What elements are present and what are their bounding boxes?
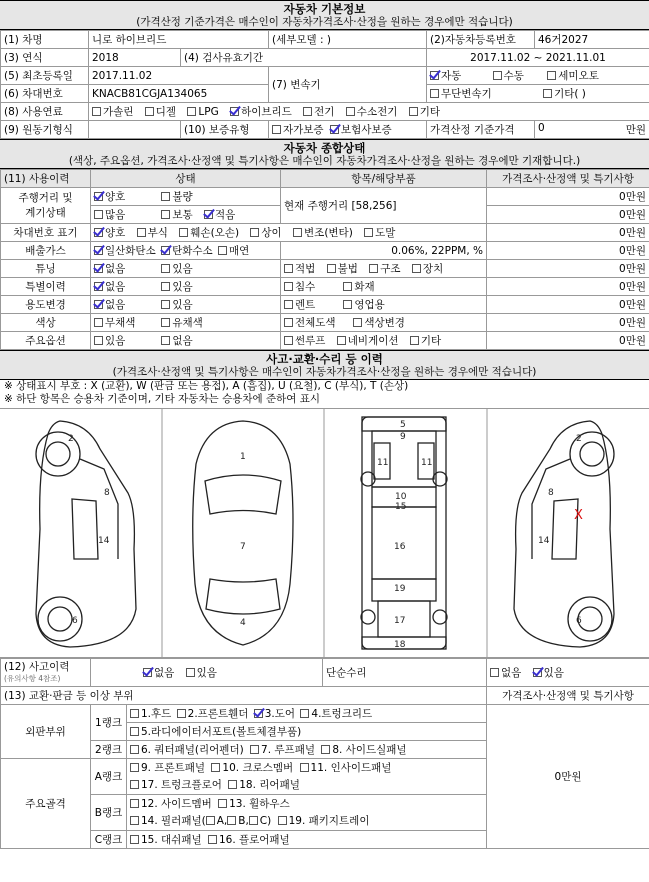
simple-none-label: 없음	[501, 667, 522, 679]
diag-label-8-right: 8	[548, 488, 554, 498]
price-unit: 만원	[625, 124, 646, 136]
car-diagram-svg	[0, 409, 649, 659]
usage-rent-label: 렌트	[295, 299, 316, 311]
car-diagram	[0, 408, 649, 658]
history-none-checkbox[interactable]	[143, 668, 152, 677]
color-fullpaint-label: 전체도색	[295, 317, 336, 329]
diag-label-6-right: 6	[576, 616, 582, 626]
overall-table	[0, 169, 649, 350]
usage-items	[281, 296, 487, 314]
vin-mark-altered-label: 변조(변타)	[304, 227, 353, 239]
rankA-items	[127, 759, 487, 795]
mileage-state-row2	[91, 206, 281, 224]
inspect-value: 2017.11.02 ~ 2021.11.01	[427, 49, 649, 67]
engine-value	[89, 121, 181, 139]
accident-subtitle: (가격조사·산정액 및 특기사항은 매수인이 자동차가격조사·산정을 원하는 경우에만 적습니다)	[112, 366, 537, 378]
mileage-bad-label: 불량	[172, 191, 193, 203]
part-quarter-label: 6. 쿼터패널(리어펜더)	[141, 744, 244, 756]
h-price: 가격조사·산정액 및 특기사항	[487, 170, 649, 188]
part-wheelhouse-label: 13. 휠하우스	[229, 797, 290, 810]
warranty-label: (10) 보증유형	[181, 121, 269, 139]
fuel-hydrogen-checkbox[interactable]	[346, 107, 355, 116]
engine-label: (9) 원동기형식	[1, 121, 89, 139]
usage-state	[91, 296, 281, 314]
trans-semi-label: 세미오토	[558, 70, 599, 82]
reg-no-label: (2)자동차등록번호	[427, 31, 535, 49]
tuning-state	[91, 260, 281, 278]
usage-label: 용도변경	[1, 296, 91, 314]
part-fender-checkbox[interactable]	[177, 709, 186, 718]
warranty-insurer-label: 보험사보증	[340, 124, 392, 136]
price-cell-3: 0만원	[487, 224, 649, 242]
rank1-items-b	[127, 723, 487, 741]
usage-none-label: 없음	[105, 299, 126, 311]
history-cell	[1, 659, 91, 687]
vin-mark-painted-checkbox[interactable]	[364, 228, 373, 237]
emission-co-label: 일산화탄소	[105, 245, 156, 257]
accident-title: 사고·교환·수리 등 이력	[266, 352, 383, 366]
tuning-illegal-checkbox[interactable]	[327, 264, 336, 273]
rankA-label: A랭크	[91, 759, 127, 795]
part-floorpanel-label: 16. 플로어패널	[218, 834, 290, 846]
tuning-legal-checkbox[interactable]	[284, 264, 293, 273]
part-rearpanel-checkbox[interactable]	[228, 780, 237, 789]
year-label: (3) 연식	[1, 49, 89, 67]
options-other-label: 기타	[420, 335, 442, 347]
usage-business-label: 영업용	[354, 299, 385, 311]
mileage-label: 주행거리 및 계기상태	[1, 188, 91, 224]
tuning-device-label: 장치	[422, 263, 444, 275]
fuel-diesel-label: 디젤	[155, 106, 177, 118]
part-crossmember-checkbox[interactable]	[211, 763, 220, 772]
options-navi-label: 네비게이션	[347, 335, 399, 347]
overall-title: 자동차 종합상태	[283, 141, 366, 155]
tuning-yes-checkbox[interactable]	[161, 264, 170, 273]
color-achromatic-checkbox[interactable]	[94, 318, 103, 327]
emission-hc-label: 탄화수소	[172, 245, 213, 257]
diag-label-9: 9	[400, 432, 406, 442]
history-none-label: 없음	[154, 667, 175, 679]
special-yes-checkbox[interactable]	[161, 282, 170, 291]
part-frontpanel-label: 9. 프론트패널	[141, 761, 206, 774]
part-dashpanel-checkbox[interactable]	[130, 835, 139, 844]
options-state	[91, 332, 281, 350]
mileage-good-label: 양호	[105, 191, 126, 203]
part-quarter-checkbox[interactable]	[130, 745, 139, 754]
vin-value: KNACB81CGJA134065	[89, 85, 269, 103]
damage-mark-x: X	[574, 508, 583, 523]
usage-business-checkbox[interactable]	[343, 300, 352, 309]
tuning-none-checkbox[interactable]	[94, 264, 103, 273]
fuel-hybrid-checkbox[interactable]	[230, 107, 239, 116]
warranty-self-label: 자가보증	[283, 124, 324, 136]
options-none-label: 없음	[172, 335, 193, 347]
part-pillar-checkbox[interactable]	[130, 816, 139, 825]
part-radiator-checkbox[interactable]	[130, 727, 139, 736]
vin-mark-damaged-checkbox[interactable]	[179, 228, 188, 237]
main-frame-label: 주요골격	[1, 759, 91, 849]
history-label: (12) 사고이력	[4, 660, 70, 673]
h-state: 상태	[91, 170, 281, 188]
pillar-a-label: A,	[216, 814, 228, 827]
special-flood-checkbox[interactable]	[284, 282, 293, 291]
replace-price-label: 가격조사·산정액 및 특기사항	[487, 687, 649, 705]
fuel-label: (8) 사용연료	[1, 103, 89, 121]
pillar-b-checkbox[interactable]	[227, 816, 236, 825]
overall-subtitle: (색상, 주요옵션, 가격조사·산정액 및 특기사항은 매수인이 자동차가격조사·산정을 원하는 경우에만 기재합니다.)	[68, 155, 581, 167]
special-none-label: 없음	[105, 281, 126, 293]
part-trunkfloor-label: 17. 트렁크플로어	[141, 778, 222, 791]
detail-model: (세부모델 : )	[269, 31, 427, 49]
mileage-low-label: 적음	[214, 209, 236, 221]
warranty-self-checkbox[interactable]	[272, 125, 281, 134]
color-chromatic-checkbox[interactable]	[161, 318, 170, 327]
pillar-a-checkbox[interactable]	[206, 816, 215, 825]
mileage-state-row1	[91, 188, 281, 206]
fuel-lpg-checkbox[interactable]	[187, 107, 196, 116]
options-items	[281, 332, 487, 350]
fuel-other-label: 기타	[419, 106, 441, 118]
part-sidesill-label: 8. 사이드실패널	[332, 744, 407, 756]
diag-label-11-right: 11	[421, 458, 433, 468]
h-item: 항목/해당부품	[281, 170, 487, 188]
part-fender-label: 2.프론트휀더	[187, 708, 249, 720]
vin-mark-diff-checkbox[interactable]	[250, 228, 259, 237]
vin-mark-rust-checkbox[interactable]	[137, 228, 146, 237]
trans-manual-checkbox[interactable]	[493, 71, 502, 80]
price-cell-6: 0만원	[487, 278, 649, 296]
tuning-device-checkbox[interactable]	[412, 264, 421, 273]
diag-label-16: 16	[394, 542, 406, 552]
history-options	[91, 659, 323, 687]
vin-mark-altered-checkbox[interactable]	[293, 228, 302, 237]
part-hood-label: 1.후드	[141, 708, 172, 720]
price-cell-9: 0만원	[487, 332, 649, 350]
vin-mark-good-label: 양호	[105, 227, 126, 239]
reg-no-value: 46거2027	[535, 31, 649, 49]
price-cell-2: 0만원	[487, 206, 649, 224]
accident-table	[0, 658, 649, 849]
first-reg-label: (5) 최초등록일	[1, 67, 89, 85]
usage-yes-label: 있음	[172, 299, 193, 311]
car-name-value: 니로 하이브리드	[89, 31, 269, 49]
basic-info-header	[0, 0, 649, 30]
vin-mark-painted-label: 도말	[375, 227, 396, 239]
replace-label: (13) 교환·판금 등 이상 부위	[1, 687, 487, 705]
special-state	[91, 278, 281, 296]
part-pillar-label: 14. 필러패널(	[141, 814, 206, 827]
fuel-gasoline-label: 가솔린	[103, 106, 134, 118]
mileage-high-label: 많음	[105, 209, 126, 221]
tuning-structure-label: 구조	[380, 263, 401, 275]
history-sub: (유의사항 4참조)	[4, 673, 61, 683]
diag-label-7: 7	[240, 542, 246, 552]
car-name-label: (1) 차명	[1, 31, 89, 49]
inspect-label: (4) 검사유효기간	[181, 49, 427, 67]
tuning-structure-checkbox[interactable]	[369, 264, 378, 273]
part-sidemember-checkbox[interactable]	[130, 799, 139, 808]
part-sidemember-label: 12. 사이드멤버	[141, 797, 212, 810]
vin-mark-options	[91, 224, 487, 242]
part-wheelhouse-checkbox[interactable]	[218, 799, 227, 808]
emission-co-checkbox[interactable]	[94, 246, 103, 255]
part-crossmember-label: 10. 크로스멤버	[222, 761, 294, 774]
price-cell	[535, 121, 649, 139]
rank1-items-a	[127, 705, 487, 723]
price-cell-5: 0만원	[487, 260, 649, 278]
options-other-checkbox[interactable]	[410, 336, 419, 345]
replace-price: 0만원	[487, 705, 649, 849]
color-achromatic-label: 무채색	[105, 317, 136, 329]
options-yes-checkbox[interactable]	[94, 336, 103, 345]
usage-rent-checkbox[interactable]	[284, 300, 293, 309]
part-dashpanel-label: 15. 대쉬패널	[141, 834, 202, 846]
simple-repair-options	[487, 659, 649, 687]
emission-options	[91, 242, 281, 260]
basic-info-table	[0, 30, 649, 139]
mileage-bad-checkbox[interactable]	[161, 192, 170, 201]
part-trunklid-label: 4.트렁크리드	[311, 708, 373, 720]
vin-mark-label: 차대번호 표기	[1, 224, 91, 242]
diag-label-5: 5	[400, 420, 406, 430]
part-rearpanel-label: 18. 리어패널	[239, 778, 300, 791]
simple-none-checkbox[interactable]	[490, 668, 499, 677]
h-use: (11) 사용이력	[1, 170, 91, 188]
emission-smoke-checkbox[interactable]	[218, 246, 227, 255]
emission-smoke-label: 매연	[228, 245, 250, 257]
diag-label-2-left: 2	[68, 434, 74, 444]
special-none-checkbox[interactable]	[94, 282, 103, 291]
options-yes-label: 있음	[105, 335, 126, 347]
basic-info-title: 자동차 기본정보	[283, 2, 366, 16]
diag-label-1: 1	[240, 452, 246, 462]
part-frontpanel-checkbox[interactable]	[130, 763, 139, 772]
history-yes-label: 있음	[196, 667, 217, 679]
special-fire-label: 화재	[354, 281, 375, 293]
special-flood-label: 침수	[295, 281, 316, 293]
trans-options-row2	[427, 85, 649, 103]
diag-label-8-left: 8	[104, 488, 110, 498]
trans-cvt-checkbox[interactable]	[430, 89, 439, 98]
diag-label-17: 17	[394, 616, 406, 626]
diag-label-15: 15	[395, 502, 407, 512]
diag-label-14-right: 14	[538, 536, 550, 546]
options-sunroof-label: 썬루프	[295, 335, 326, 347]
warranty-options	[269, 121, 427, 139]
part-insidepanel-label: 11. 인사이드패널	[310, 761, 392, 774]
mileage-low-checkbox[interactable]	[204, 210, 213, 219]
trans-auto-label: 자동	[441, 70, 462, 82]
tuning-yes-label: 있음	[172, 263, 193, 275]
part-trunkfloor-checkbox[interactable]	[130, 780, 139, 789]
price-cell-1: 0만원	[487, 188, 649, 206]
part-hood-checkbox[interactable]	[130, 709, 139, 718]
price-cell-4: 0만원	[487, 242, 649, 260]
first-reg-value: 2017.11.02	[89, 67, 269, 85]
options-label: 주요옵션	[1, 332, 91, 350]
usage-yes-checkbox[interactable]	[161, 300, 170, 309]
price-value: 0	[538, 122, 545, 134]
diag-label-6-left: 6	[72, 616, 78, 626]
rankC-label: C랭크	[91, 831, 127, 849]
rankC-items	[127, 831, 487, 849]
warranty-insurer-checkbox[interactable]	[330, 125, 339, 134]
color-change-label: 색상변경	[364, 317, 405, 329]
part-door-label: 3.도어	[264, 708, 296, 720]
simple-repair-label: 단순수리	[323, 659, 487, 687]
special-items	[281, 278, 487, 296]
vin-mark-good-checkbox[interactable]	[94, 228, 103, 237]
price-cell-7: 0만원	[487, 296, 649, 314]
tuning-illegal-label: 불법	[337, 263, 358, 275]
special-yes-label: 있음	[172, 281, 193, 293]
mileage-good-checkbox[interactable]	[94, 192, 103, 201]
pillar-c-checkbox[interactable]	[249, 816, 258, 825]
part-door-checkbox[interactable]	[254, 709, 263, 718]
diag-label-19: 19	[394, 584, 406, 594]
fuel-hydrogen-label: 수소전기	[356, 106, 398, 118]
part-radiator-label: 5.라디에이터서포트(볼트체결부품)	[141, 726, 302, 738]
tuning-legal-label: 적법	[295, 263, 316, 275]
part-sidesill-checkbox[interactable]	[321, 745, 330, 754]
fuel-hybrid-label: 하이브리드	[241, 106, 292, 118]
trans-auto-checkbox[interactable]	[430, 71, 439, 80]
mileage-normal-label: 보통	[172, 209, 193, 221]
legend-note-2: ※ 하단 항목은 승용차 기준이며, 기타 자동차는 승용차에 준하여 표시	[4, 393, 321, 405]
trans-other-checkbox[interactable]	[543, 89, 552, 98]
options-sunroof-checkbox[interactable]	[284, 336, 293, 345]
trans-other-label: 기타( )	[554, 88, 586, 100]
legend-note-1: ※ 상태표시 부호 : X (교환), W (판금 또는 용접), A (흠집), U (요철), C (부식), T (손상)	[4, 380, 409, 392]
usage-none-checkbox[interactable]	[94, 300, 103, 309]
color-items	[281, 314, 487, 332]
fuel-electric-label: 전기	[314, 106, 335, 118]
emission-label: 배출가스	[1, 242, 91, 260]
part-trunklid-checkbox[interactable]	[300, 709, 309, 718]
special-label: 특별이력	[1, 278, 91, 296]
part-packagetray-checkbox[interactable]	[278, 816, 287, 825]
trans-semi-checkbox[interactable]	[547, 71, 556, 80]
trans-options-row1	[427, 67, 649, 85]
part-floorpanel-checkbox[interactable]	[208, 835, 217, 844]
vin-mark-damaged-label: 훼손(오손)	[190, 227, 240, 239]
price-label: 가격산정 기준가격	[427, 121, 535, 139]
fuel-diesel-checkbox[interactable]	[145, 107, 154, 116]
fuel-other-checkbox[interactable]	[409, 107, 418, 116]
diag-label-18: 18	[394, 640, 406, 650]
basic-info-subtitle: (가격산정 기준가격은 매수인이 자동차가격조사·산정을 원하는 경우에만 적습니다)	[136, 16, 513, 28]
fuel-options	[89, 103, 649, 121]
diag-label-4: 4	[240, 618, 246, 628]
rank1-label: 1랭크	[91, 705, 127, 741]
history-yes-checkbox[interactable]	[186, 668, 195, 677]
color-change-checkbox[interactable]	[353, 318, 362, 327]
rank2-label: 2랭크	[91, 741, 127, 759]
mileage-normal-checkbox[interactable]	[161, 210, 170, 219]
emission-value: 0.06%, 22PPM, %	[281, 242, 487, 260]
trans-cvt-label: 무단변속기	[441, 88, 492, 100]
part-roof-checkbox[interactable]	[250, 745, 259, 754]
special-fire-checkbox[interactable]	[343, 282, 352, 291]
color-chromatic-label: 유채색	[172, 317, 203, 329]
tuning-none-label: 없음	[105, 263, 126, 275]
simple-yes-checkbox[interactable]	[533, 668, 542, 677]
year-value: 2018	[89, 49, 181, 67]
fuel-lpg-label: LPG	[198, 106, 219, 118]
color-state	[91, 314, 281, 332]
color-fullpaint-checkbox[interactable]	[284, 318, 293, 327]
outer-label: 외판부위	[1, 705, 91, 759]
tuning-items	[281, 260, 487, 278]
overall-header	[0, 139, 649, 169]
fuel-gasoline-checkbox[interactable]	[92, 107, 101, 116]
mileage-high-checkbox[interactable]	[94, 210, 103, 219]
options-none-checkbox[interactable]	[161, 336, 170, 345]
pillar-c-label: C)	[259, 814, 272, 827]
trans-label: (7) 변속기	[269, 67, 427, 103]
simple-yes-label: 있음	[543, 667, 564, 679]
tuning-label: 튜닝	[1, 260, 91, 278]
diag-label-11-left: 11	[377, 458, 389, 468]
accident-header	[0, 350, 649, 380]
vin-mark-rust-label: 부식	[147, 227, 168, 239]
part-insidepanel-checkbox[interactable]	[300, 763, 309, 772]
color-label: 색상	[1, 314, 91, 332]
diag-label-10: 10	[395, 492, 407, 502]
price-cell-8: 0만원	[487, 314, 649, 332]
rankB-label: B랭크	[91, 795, 127, 831]
pillar-b-label: B,	[238, 814, 249, 827]
vin-label: (6) 차대번호	[1, 85, 89, 103]
options-navi-checkbox[interactable]	[337, 336, 346, 345]
fuel-electric-checkbox[interactable]	[303, 107, 312, 116]
mileage-text: 현재 주행거리 [58,256]	[281, 188, 487, 224]
diag-label-2-right: 2	[576, 434, 582, 444]
rankB-items	[127, 795, 487, 831]
part-roof-label: 7. 루프패널	[261, 744, 315, 756]
diag-label-14-left: 14	[98, 536, 110, 546]
trans-manual-label: 수동	[503, 70, 524, 82]
emission-hc-checkbox[interactable]	[161, 246, 170, 255]
vin-mark-diff-label: 상이	[261, 227, 282, 239]
rank2-items	[127, 741, 487, 759]
part-packagetray-label: 19. 패키지트레이	[288, 814, 370, 827]
